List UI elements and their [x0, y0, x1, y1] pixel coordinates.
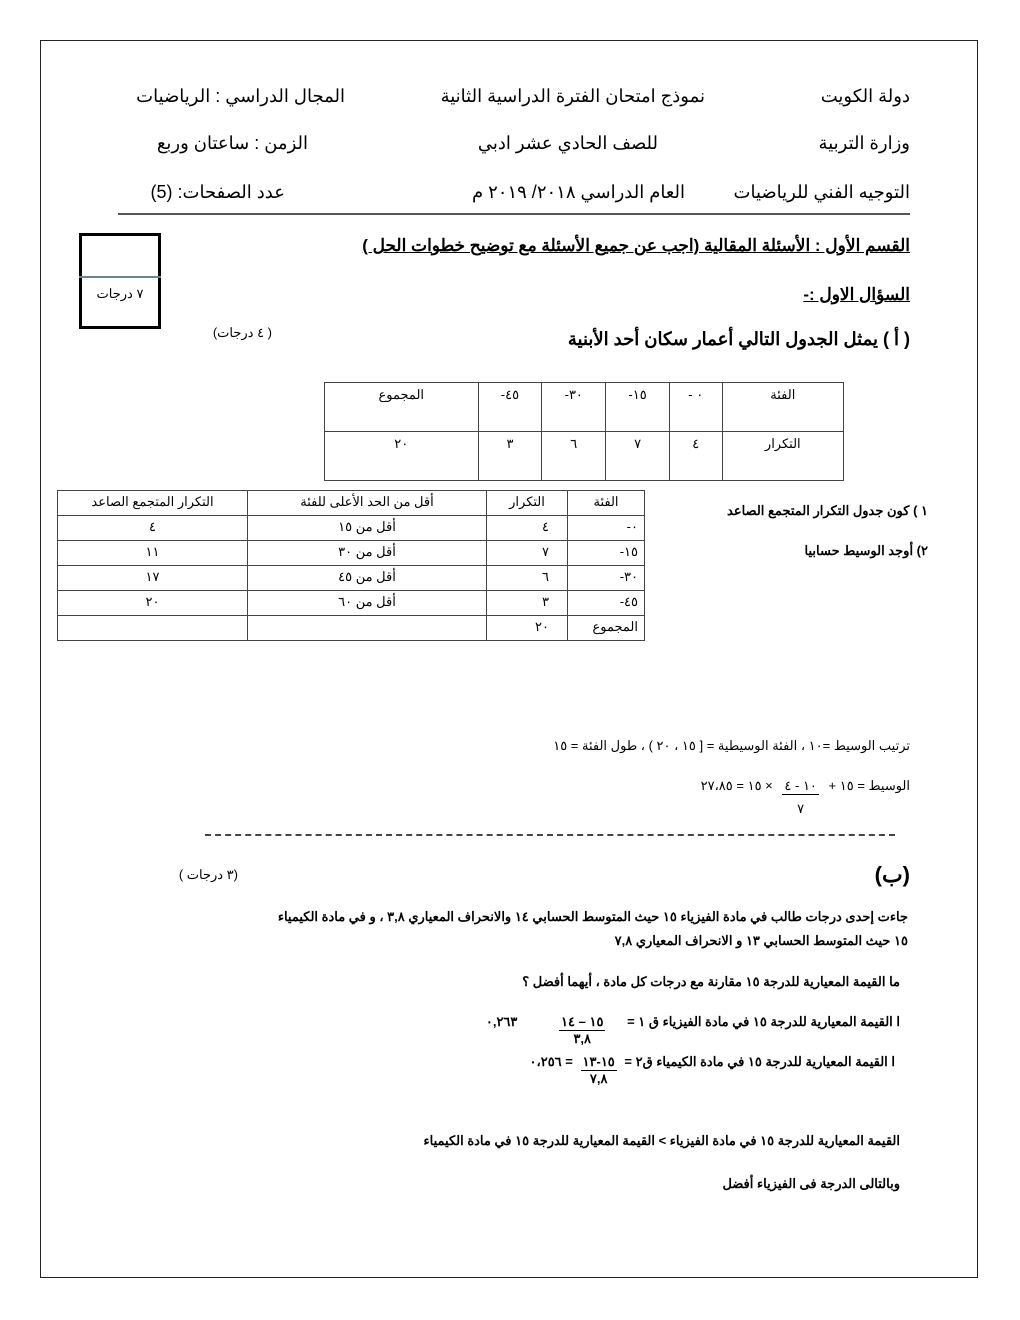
task-2: ٢) أوجد الوسيط حسابيا: [804, 543, 928, 558]
header-divider: [118, 213, 910, 215]
problem-line-2: ١٥ حيث المتوسط الحسابي ١٣ و الانحراف المعياري ٧,٨: [614, 933, 908, 948]
chem-numerator: ١٥-١٣: [582, 1054, 615, 1069]
table-cell: ٣٠-: [568, 566, 645, 591]
table-cell: ٤: [58, 516, 248, 541]
physics-denominator: ٣,٨: [573, 1031, 592, 1046]
table-cell: المجموع: [325, 383, 479, 432]
table-cell: ٤: [669, 432, 722, 481]
table-row: [58, 566, 645, 591]
table-cell: أقل من ٣٠: [248, 541, 487, 566]
header-duration: الزمن : ساعتان وربع: [156, 133, 308, 153]
table-header: الفئة: [568, 491, 645, 516]
part-a-marks: ( ٤ درجات): [212, 325, 272, 340]
task-1: ١ ) كون جدول التكرار المتجمع الصاعد: [727, 503, 928, 518]
header-subject: المجال الدراسي : الرياضيات: [136, 86, 345, 106]
table-cell: أقل من ٦٠: [248, 591, 487, 616]
median-denominator: ٧: [797, 801, 805, 816]
table-cell: ٢٠: [58, 591, 248, 616]
table-row: [325, 383, 844, 432]
table-row: [58, 541, 645, 566]
table-cell: ٦: [487, 566, 568, 591]
table-header: التكرار المتجمع الصاعد: [58, 491, 248, 516]
table-cell: ٤: [487, 516, 568, 541]
section-title: القسم الأول : الأسئلة المقالية (اجب عن جميع الأسئلة مع توضيح خطوات الحل ): [362, 236, 910, 255]
chem-denominator: ٧,٨: [589, 1071, 608, 1086]
part-b-label: (ب): [874, 862, 910, 887]
header-ministry: وزارة التربية: [818, 133, 910, 153]
table-row: [325, 432, 844, 481]
median-fraction: [782, 778, 819, 817]
median-rank-line: ترتيب الوسيط =١٠ ، الفئة الوسيطية = [ ١٥ ، ٢٠ ) ، طول الفئة = ١٥: [553, 738, 910, 753]
table-cell: ٧: [606, 432, 670, 481]
header-grade-level: للصف الحادي عشر ادبي: [477, 133, 658, 153]
table-cell: أقل من ٤٥: [248, 566, 487, 591]
physics-fraction: [559, 1014, 605, 1047]
table-cell: المجموع: [568, 616, 645, 641]
table-cell: ٠-: [568, 516, 645, 541]
table-header: أقل من الحد الأعلى للفئة: [248, 491, 487, 516]
table-header-row: [58, 491, 645, 516]
chem-fraction: [581, 1054, 617, 1087]
conclusion-line: وبالتالى الدرجة فى الفيزياء أفضل: [722, 1176, 900, 1191]
table-cell: ٠ -: [669, 383, 722, 432]
table-cell: ٤٥-: [478, 383, 542, 432]
grade-box: [79, 233, 161, 329]
part-b-marks: (٣ درجات ): [178, 867, 238, 882]
table-cell: [58, 616, 248, 641]
physics-zscore: [486, 1014, 900, 1047]
table-cell: ٤٥-: [568, 591, 645, 616]
table-cell: الفئة: [722, 383, 843, 432]
median-formula-prefix: الوسيط = ١٥ +: [828, 778, 910, 793]
header-exam-title: نموذج امتحان الفترة الدراسية الثانية: [440, 86, 705, 106]
table-cell: ٢٠: [325, 432, 479, 481]
chem-result: = ٠،٢٥٦: [529, 1054, 573, 1069]
chem-prefix: ا القيمة المعيارية للدرجة ١٥ في مادة الكيمياء ق٢ =: [624, 1054, 895, 1069]
table-cell: ٧: [487, 541, 568, 566]
dashed-separator: [205, 834, 895, 836]
frequency-table: [324, 382, 844, 481]
physics-result: ٠,٢٦٣: [485, 1014, 518, 1029]
page-border: [40, 40, 978, 1278]
table-row: [58, 616, 645, 641]
chemistry-zscore: [530, 1054, 895, 1087]
table-row: [58, 591, 645, 616]
header-pages: عدد الصفحات: (5): [150, 182, 285, 202]
table-cell: ٣: [478, 432, 542, 481]
table-cell: [248, 616, 487, 641]
median-formula-suffix: × ١٥ = ٢٧،٨٥: [700, 778, 773, 793]
physics-numerator: ١٥ – ١٤: [561, 1014, 604, 1029]
median-formula: [701, 778, 910, 817]
table-cell: ٣٠-: [542, 383, 606, 432]
part-a-label: ( أ ) يمثل الجدول التالي أعمار سكان أحد الأبنية: [567, 329, 910, 349]
header-supervision: التوجيه الفني للرياضيات: [733, 182, 910, 202]
grade-box-label: ٧ درجات: [96, 286, 144, 301]
question1-title: السؤال الاول :-: [803, 285, 910, 304]
median-numerator: ١٠ - ٤: [784, 778, 817, 793]
problem-line-1: جاءت إحدى درجات طالب في مادة الفيزياء ١٥ حيث المتوسط الحسابي ١٤ والانحراف المعياري ٣,٨ ، و في مادة الكيمياء: [277, 909, 908, 924]
table-cell: ٣: [487, 591, 568, 616]
comparison-line: القيمة المعيارية للدرجة ١٥ في مادة الفيزياء > القيمة المعيارية للدرجة ١٥ في مادة الكيمياء: [423, 1133, 900, 1148]
physics-prefix: ا القيمة المعيارية للدرجة ١٥ في مادة الفيزياء ق ١ =: [627, 1014, 900, 1029]
table-cell: ١٧: [58, 566, 248, 591]
table-cell: ٦: [542, 432, 606, 481]
header-country: دولة الكويت: [820, 86, 910, 106]
table-cell: التكرار: [722, 432, 843, 481]
part-b-question: ما القيمة المعيارية للدرجة ١٥ مقارنة مع درجات كل مادة ، أيهما أفضل ؟: [522, 974, 900, 989]
table-cell: ١١: [58, 541, 248, 566]
cumulative-frequency-table: [57, 490, 645, 641]
table-row: [58, 516, 645, 541]
table-cell: ٢٠: [487, 616, 568, 641]
table-header: التكرار: [487, 491, 568, 516]
table-cell: ١٥-: [568, 541, 645, 566]
grade-box-divider: [79, 276, 161, 278]
table-cell: أقل من ١٥: [248, 516, 487, 541]
header-school-year: العام الدراسي ٢٠١٨/ ٢٠١٩ م: [471, 182, 685, 202]
table-cell: ١٥-: [606, 383, 670, 432]
